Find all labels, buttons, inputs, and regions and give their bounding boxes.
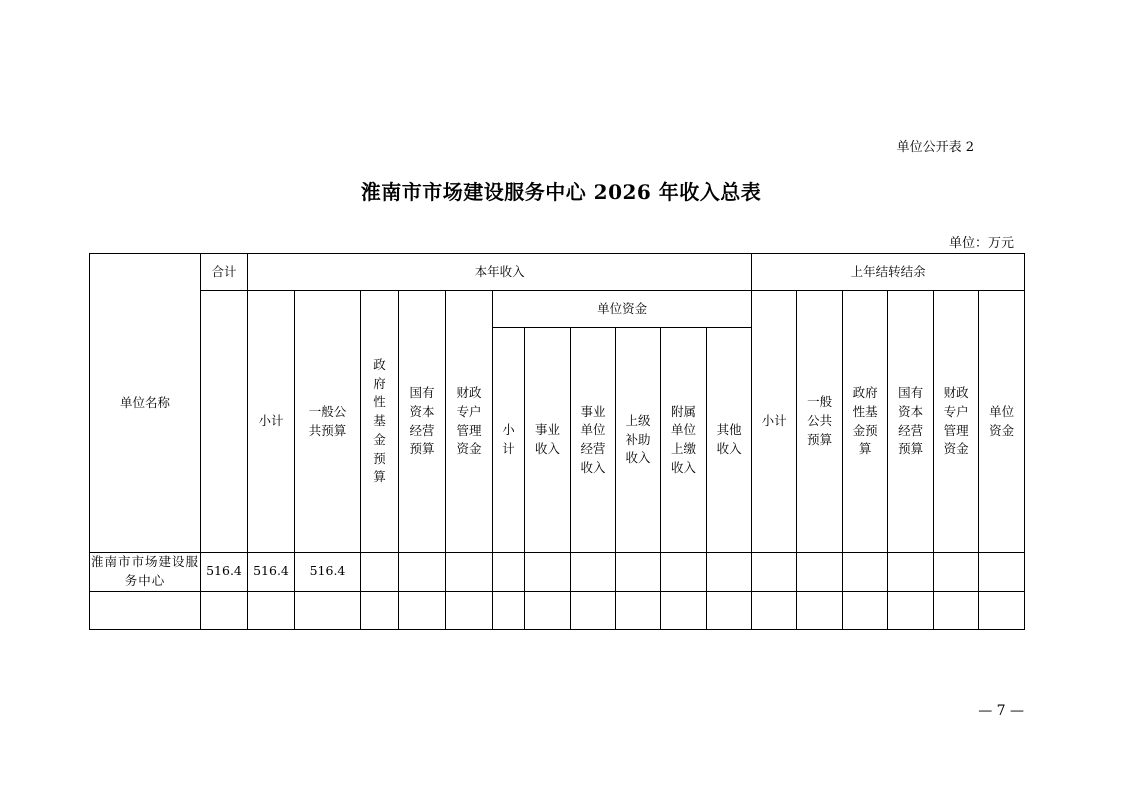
table-cell: [493, 553, 525, 592]
page-title: 淮南市市场建设服务中心 2026 年收入总表: [360, 180, 762, 204]
table-cell: [843, 591, 888, 629]
table-cell: [888, 591, 934, 629]
table-cell: [493, 591, 525, 629]
header-carryover-gov-fund: 政府 性基 金预 算: [843, 291, 888, 553]
header-fiscal-special: 财政 专户 管理 资金: [446, 291, 493, 553]
table-cell: [707, 591, 752, 629]
table-cell: [661, 553, 707, 592]
table-cell: [201, 591, 248, 629]
table-cell: [295, 591, 361, 629]
table-cell: [888, 553, 934, 592]
header-subtotal: 小计: [248, 291, 295, 553]
table-cell: [571, 591, 616, 629]
header-carryover-subtotal: 小计: [752, 291, 797, 553]
header-total: 合计: [201, 254, 248, 291]
table-cell: [934, 553, 979, 592]
header-unit-name: 单位名称: [90, 254, 201, 553]
row-general-budget: 516.4: [295, 553, 361, 592]
table-cell: [979, 553, 1025, 592]
page-number: — 7 —: [978, 703, 1024, 719]
table-row: [90, 591, 1025, 629]
unit-label: 单位：万元: [948, 236, 1014, 251]
header-carryover-state-capital: 国有 资本 经营 预算: [888, 291, 934, 553]
header-gov-fund: 政 府 性 基 金 预 算: [361, 291, 399, 553]
table-row: [90, 553, 1025, 592]
header-carryover-fiscal-special: 财政 专户 管理 资金: [934, 291, 979, 553]
income-summary-table: [89, 253, 1025, 630]
table-cell: [90, 591, 201, 629]
table-cell: [661, 591, 707, 629]
header-carryover-unit-funds: 单位 资金: [979, 291, 1025, 553]
table-cell: [571, 553, 616, 592]
header-general-budget: 一般公 共预算: [295, 291, 361, 553]
table-cell: [361, 591, 399, 629]
table-cell: [934, 591, 979, 629]
table-cell: [616, 591, 661, 629]
header-carryover: 上年结转结余: [752, 254, 1025, 291]
table-cell: [399, 591, 446, 629]
table-cell: [752, 553, 797, 592]
table-number: 单位公开表 2: [896, 140, 974, 155]
table-cell: [446, 591, 493, 629]
table-cell: [797, 591, 843, 629]
header-current-year-income: 本年收入: [248, 254, 752, 291]
header-uf-other: 其他 收入: [707, 328, 752, 553]
row-total: 516.4: [201, 553, 248, 592]
header-total-body: [201, 291, 248, 553]
row-unit-name: 淮南市市场建设服务中心: [90, 553, 201, 592]
header-uf-operating: 事业 单位 经营 收入: [571, 328, 616, 553]
table-cell: [361, 553, 399, 592]
header-uf-business: 事业 收入: [525, 328, 571, 553]
table-cell: [525, 553, 571, 592]
row-subtotal: 516.4: [248, 553, 295, 592]
header-uf-subsidy: 上级 补助 收入: [616, 328, 661, 553]
table-cell: [752, 591, 797, 629]
header-state-capital: 国有 资本 经营 预算: [399, 291, 446, 553]
table-cell: [797, 553, 843, 592]
header-uf-subtotal: 小 计: [493, 328, 525, 553]
table-cell: [525, 591, 571, 629]
table-cell: [248, 591, 295, 629]
table-cell: [979, 591, 1025, 629]
table-cell: [843, 553, 888, 592]
table-cell: [707, 553, 752, 592]
table-cell: [399, 553, 446, 592]
table-cell: [446, 553, 493, 592]
header-unit-funds: 单位资金: [493, 291, 752, 328]
table-cell: [616, 553, 661, 592]
header-uf-affiliated: 附属 单位 上缴 收入: [661, 328, 707, 553]
header-carryover-general: 一般 公共 预算: [797, 291, 843, 553]
